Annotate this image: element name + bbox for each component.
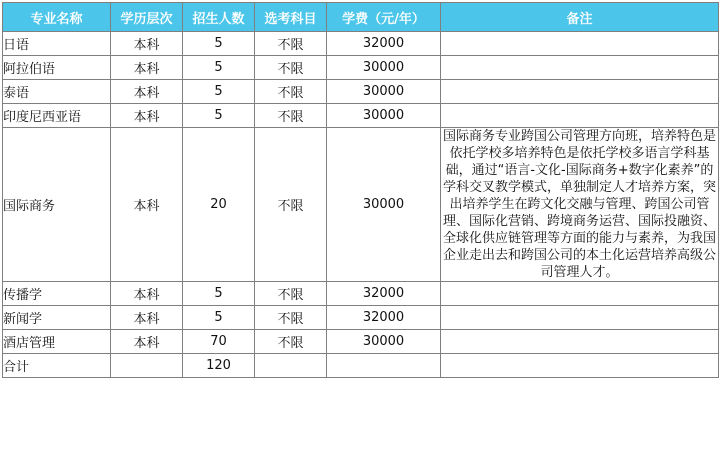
level-cell: 本科: [111, 128, 183, 282]
level-cell: 本科: [111, 282, 183, 306]
total-empty-cell: [327, 354, 441, 378]
subjects-cell: 不限: [255, 56, 327, 80]
subjects-cell: 不限: [255, 80, 327, 104]
enrollment-cell: 5: [183, 56, 255, 80]
subjects-cell: 不限: [255, 104, 327, 128]
total-enrollment: 120: [183, 354, 255, 378]
table-row: [3, 80, 719, 104]
subjects-cell: 不限: [255, 128, 327, 282]
total-row: [3, 354, 719, 378]
major-cell: 国际商务: [3, 128, 111, 282]
notes-cell: [441, 56, 719, 80]
notes-cell: [441, 330, 719, 354]
level-cell: 本科: [111, 56, 183, 80]
major-cell: 泰语: [3, 80, 111, 104]
tuition-cell: 30000: [327, 104, 441, 128]
notes-cell: 国际商务专业跨国公司管理方向班，培养特色是依托学校多培养特色是依托学校多语言学科基础，通过“语言-文化-国际商务+数字化素养”的学科交叉教学模式，单独制定人才培养方案，突出培养学生在跨文化交融与管理、跨国公司管理、国际化营销、跨境商务运营、国际投融资、全球化供应链管理等方面的能力与素养，为我国企业走出去和跨国公司的本土化运营培养高级公司管理人才。: [441, 128, 719, 282]
admissions-table: [2, 2, 719, 378]
table-row: [3, 330, 719, 354]
header-notes: 备注: [441, 3, 719, 32]
level-cell: 本科: [111, 80, 183, 104]
table-row: [3, 282, 719, 306]
table-row: [3, 306, 719, 330]
table-row: [3, 56, 719, 80]
subjects-cell: 不限: [255, 32, 327, 56]
major-cell: 日语: [3, 32, 111, 56]
level-cell: 本科: [111, 32, 183, 56]
header-tuition: 学费（元/年）: [327, 3, 441, 32]
enrollment-cell: 20: [183, 128, 255, 282]
header-enrollment: 招生人数: [183, 3, 255, 32]
notes-cell: [441, 80, 719, 104]
enrollment-cell: 70: [183, 330, 255, 354]
notes-cell: [441, 32, 719, 56]
subjects-cell: 不限: [255, 330, 327, 354]
level-cell: 本科: [111, 104, 183, 128]
enrollment-cell: 5: [183, 104, 255, 128]
major-cell: 酒店管理: [3, 330, 111, 354]
level-cell: 本科: [111, 330, 183, 354]
header-subjects: 选考科目: [255, 3, 327, 32]
table-row: [3, 104, 719, 128]
major-cell: 印度尼西亚语: [3, 104, 111, 128]
total-empty-cell: [441, 354, 719, 378]
subjects-cell: 不限: [255, 282, 327, 306]
notes-cell: [441, 282, 719, 306]
enrollment-cell: 5: [183, 282, 255, 306]
enrollment-cell: 5: [183, 80, 255, 104]
tuition-cell: 32000: [327, 32, 441, 56]
enrollment-cell: 5: [183, 306, 255, 330]
tuition-cell: 32000: [327, 282, 441, 306]
tuition-cell: 30000: [327, 56, 441, 80]
level-cell: 本科: [111, 306, 183, 330]
header-row: [3, 3, 719, 32]
total-empty-cell: [111, 354, 183, 378]
table-row: [3, 32, 719, 56]
admissions-table-container: [2, 2, 719, 378]
subjects-cell: 不限: [255, 306, 327, 330]
major-cell: 传播学: [3, 282, 111, 306]
notes-cell: [441, 306, 719, 330]
total-empty-cell: [255, 354, 327, 378]
header-major: 专业名称: [3, 3, 111, 32]
notes-cell: [441, 104, 719, 128]
tuition-cell: 30000: [327, 330, 441, 354]
table-row: [3, 128, 719, 282]
total-label: 合计: [3, 354, 111, 378]
major-cell: 阿拉伯语: [3, 56, 111, 80]
tuition-cell: 32000: [327, 306, 441, 330]
major-cell: 新闻学: [3, 306, 111, 330]
enrollment-cell: 5: [183, 32, 255, 56]
tuition-cell: 30000: [327, 128, 441, 282]
header-level: 学历层次: [111, 3, 183, 32]
tuition-cell: 30000: [327, 80, 441, 104]
